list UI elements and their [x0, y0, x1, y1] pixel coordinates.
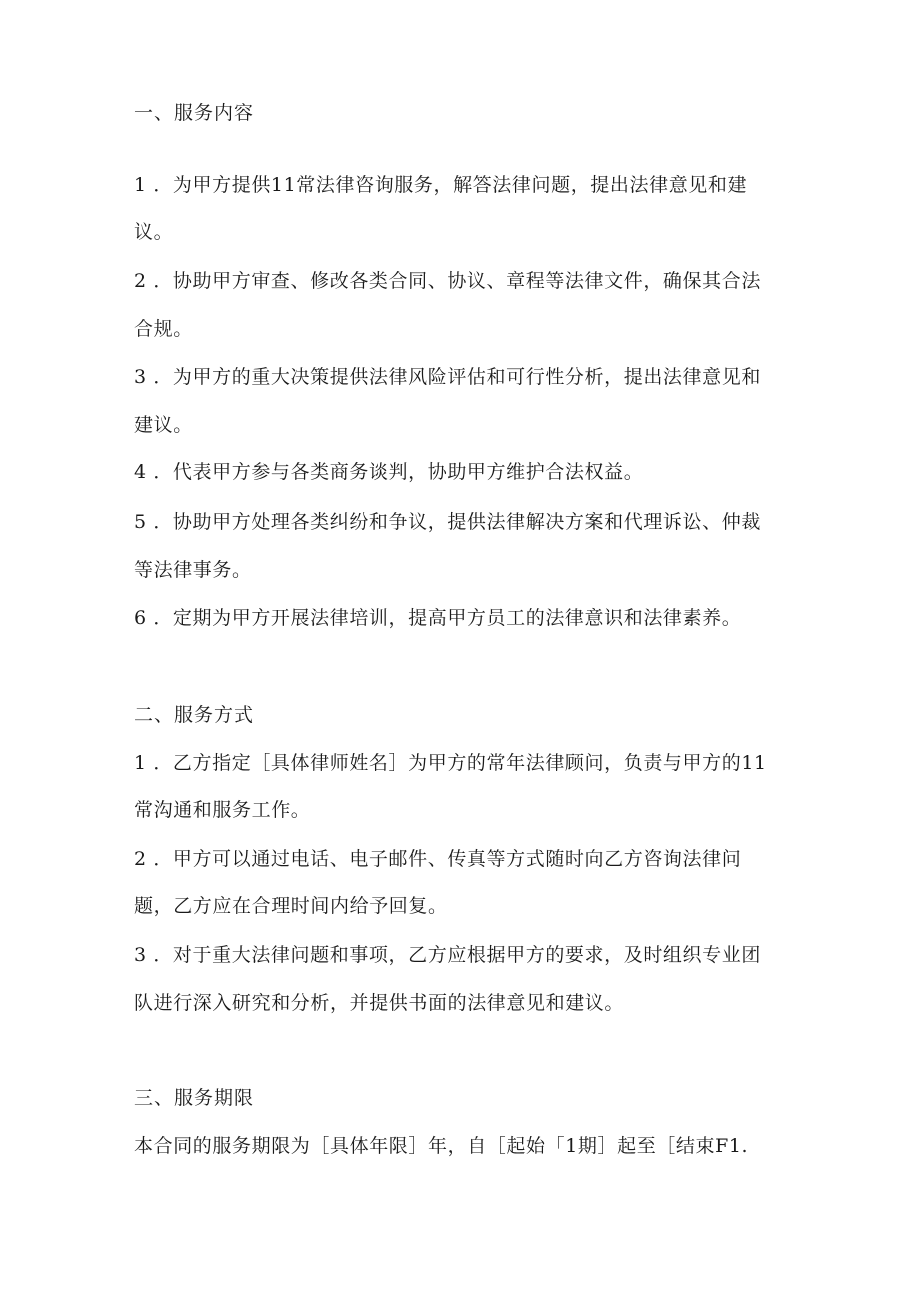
paragraph-line: 1 ．为甲方提供11常法律咨询服务，解答法律问题，提出法律意见和建 — [134, 174, 748, 196]
section-heading-service-content: 一、服务内容 — [134, 102, 255, 124]
paragraph-line: 3 ．对于重大法律问题和事项，乙方应根据甲方的要求，及时组织专业团 — [134, 944, 761, 966]
paragraph-line: 队进行深入研究和分析，并提供书面的法律意见和建议。 — [134, 992, 625, 1014]
paragraph-line: 2 ．甲方可以通过电话、电子邮件、传真等方式随时向乙方咨询法律问 — [134, 848, 742, 870]
section-heading-service-term: 三、服务期限 — [134, 1087, 255, 1109]
paragraph-line: 1 ．乙方指定［具体律师姓名］为甲方的常年法律顾问，负责与甲方的11 — [134, 752, 767, 774]
paragraph-line: 4 ．代表甲方参与各类商务谈判，协助甲方维护合法权益。 — [134, 461, 644, 483]
paragraph-line: 6 ．定期为甲方开展法律培训，提高甲方员工的法律意识和法律素养。 — [134, 607, 742, 629]
paragraph-line: 等法律事务。 — [134, 559, 252, 581]
paragraph-line: 题，乙方应在合理时间内给予回复。 — [134, 895, 448, 917]
section-heading-service-method: 二、服务方式 — [134, 704, 255, 726]
paragraph-line: 常沟通和服务工作。 — [134, 799, 311, 821]
paragraph-line: 议。 — [134, 221, 174, 243]
paragraph-line: 本合同的服务期限为［具体年限］年，自［起始「1期］起至［结束F1. — [134, 1135, 749, 1157]
paragraph-line: 3 ．为甲方的重大决策提供法律风险评估和可行性分析，提出法律意见和 — [134, 366, 761, 388]
paragraph-line: 2 ．协助甲方审查、修改各类合同、协议、章程等法律文件，确保其合法 — [134, 270, 761, 292]
paragraph-line: 5 ．协助甲方处理各类纠纷和争议，提供法律解决方案和代理诉讼、仲裁 — [134, 511, 761, 533]
paragraph-line: 建议。 — [134, 414, 193, 436]
paragraph-line: 合规。 — [134, 318, 193, 340]
